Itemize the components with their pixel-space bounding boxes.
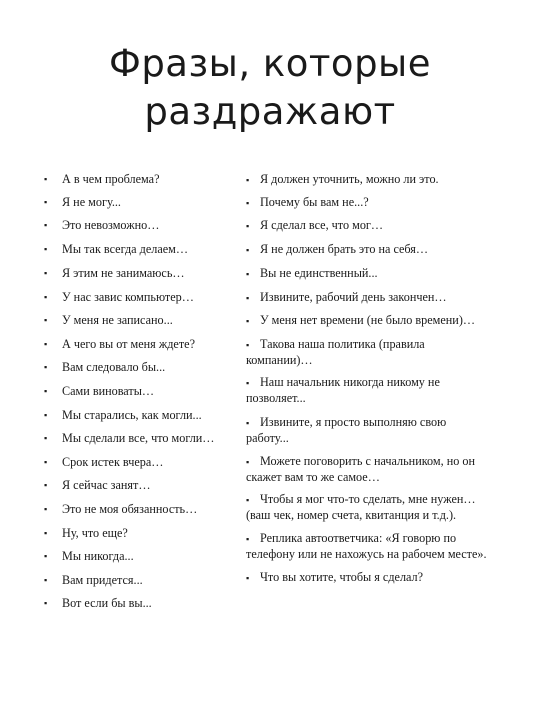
left-phrase-item: [44, 266, 239, 281]
right-phrase-item: [246, 172, 516, 188]
left-phrase-text: Я сейчас занят…: [62, 478, 151, 492]
right-phrase-continuation: компании)…: [246, 353, 313, 367]
left-phrase-item: [44, 290, 239, 305]
right-phrase-item: [246, 531, 516, 562]
left-phrase-text: Вам следовало бы...: [62, 360, 166, 374]
left-phrase-item: [44, 242, 239, 257]
page-title: [0, 40, 540, 136]
right-phrase-continuation: (ваш чек, номер счета, квитанция и т.д.).: [246, 508, 457, 522]
square-bullet-icon: ▪: [44, 598, 48, 608]
page-title-line-2: раздражают: [144, 90, 396, 133]
page-title-line-1: Фразы, которые: [108, 42, 432, 85]
right-phrase-item: [246, 242, 516, 258]
left-phrase-text: Мы старались, как могли...: [62, 408, 202, 422]
square-bullet-icon: ▪: [44, 504, 48, 514]
right-phrase-text: Наш начальник никогда никому не: [260, 375, 440, 389]
left-phrase-text: Вам придется...: [62, 573, 143, 587]
square-bullet-icon: ▪: [246, 198, 250, 208]
square-bullet-icon: ▪: [44, 268, 48, 278]
right-phrase-line-1: [246, 454, 516, 470]
right-phrase-text: Извините, рабочий день закончен…: [260, 290, 447, 304]
left-phrase-item: [44, 431, 239, 446]
right-phrase-continuation: позволяет...: [246, 391, 306, 405]
right-phrase-line-1: [246, 375, 516, 391]
left-phrase-item: [44, 526, 239, 541]
square-bullet-icon: ▪: [246, 495, 250, 505]
right-phrase-item: [246, 492, 516, 523]
right-phrase-text: Вы не единственный...: [260, 266, 378, 280]
right-phrase-line-1: [246, 492, 516, 508]
left-phrase-text: Мы так всегда делаем…: [62, 242, 189, 256]
right-phrase-line-1: [246, 531, 516, 547]
left-phrase-text: Это невозможно…: [62, 218, 160, 232]
right-phrase-text: Что вы хотите, чтобы я сделал?: [260, 570, 424, 584]
square-bullet-icon: ▪: [246, 245, 250, 255]
left-phrase-text: А в чем проблема?: [62, 172, 160, 186]
square-bullet-icon: ▪: [44, 315, 48, 325]
right-phrase-text: Чтобы я мог что-то сделать, мне нужен…: [260, 492, 476, 506]
left-phrase-item: [44, 478, 239, 493]
square-bullet-icon: ▪: [44, 197, 48, 207]
right-phrase-item: [246, 290, 516, 306]
left-phrase-text: Я этим не занимаюсь…: [62, 266, 185, 280]
square-bullet-icon: ▪: [44, 244, 48, 254]
left-phrase-text: А чего вы от меня ждете?: [62, 337, 195, 351]
left-phrase-item: [44, 313, 239, 328]
right-phrase-text: Почему бы вам не...?: [260, 195, 369, 209]
right-phrase-line-1: [246, 313, 516, 329]
right-phrase-item: [246, 266, 516, 282]
left-phrase-text: Мы никогда...: [62, 549, 134, 563]
right-phrase-line-1: [246, 570, 516, 586]
square-bullet-icon: ▪: [246, 573, 250, 583]
left-phrase-text: У меня не записано...: [62, 313, 173, 327]
square-bullet-icon: ▪: [44, 220, 48, 230]
left-phrase-item: [44, 172, 239, 187]
left-phrase-item: [44, 596, 239, 611]
right-phrase-item: [246, 218, 516, 234]
square-bullet-icon: ▪: [44, 457, 48, 467]
right-phrase-line-1: [246, 172, 516, 188]
right-phrase-line-1: [246, 290, 516, 306]
left-phrase-item: [44, 502, 239, 517]
right-phrase-text: Я не должен брать это на себя…: [260, 242, 429, 256]
left-phrase-item: [44, 408, 239, 423]
square-bullet-icon: ▪: [44, 174, 48, 184]
square-bullet-icon: ▪: [246, 418, 250, 428]
left-phrase-text: Вот если бы вы...: [62, 596, 152, 610]
square-bullet-icon: ▪: [44, 433, 48, 443]
left-phrase-item: [44, 337, 239, 352]
left-phrase-item: [44, 549, 239, 564]
square-bullet-icon: ▪: [44, 575, 48, 585]
right-phrase-text: У меня нет времени (не было времени)…: [260, 313, 476, 327]
right-phrase-line-1: [246, 415, 516, 431]
right-phrase-continuation: скажет вам то же самое…: [246, 470, 380, 484]
right-phrase-line-1: [246, 195, 516, 211]
right-phrase-text: Я должен уточнить, можно ли это.: [260, 172, 439, 186]
right-phrase-continuation: телефону или не нахожусь на рабочем месте».: [246, 547, 487, 561]
square-bullet-icon: ▪: [246, 221, 250, 231]
left-phrase-item: [44, 455, 239, 470]
square-bullet-icon: ▪: [246, 457, 250, 467]
square-bullet-icon: ▪: [44, 386, 48, 396]
square-bullet-icon: ▪: [246, 316, 250, 326]
right-phrase-item: [246, 195, 516, 211]
square-bullet-icon: ▪: [246, 378, 250, 388]
square-bullet-icon: ▪: [246, 175, 250, 185]
right-phrase-continuation: работу...: [246, 431, 289, 445]
right-phrase-line-1: [246, 218, 516, 234]
square-bullet-icon: ▪: [246, 293, 250, 303]
square-bullet-icon: ▪: [44, 528, 48, 538]
left-phrase-text: У нас завис компьютер…: [62, 290, 194, 304]
left-phrase-text: Мы сделали все, что могли…: [62, 431, 215, 445]
right-phrase-text: Извините, я просто выполняю свою: [260, 415, 447, 429]
left-phrase-item: [44, 360, 239, 375]
square-bullet-icon: ▪: [44, 480, 48, 490]
right-phrase-line-1: [246, 337, 516, 353]
right-phrase-text: Такова наша политика (правила: [260, 337, 425, 351]
right-phrase-line-1: [246, 242, 516, 258]
square-bullet-icon: ▪: [246, 269, 250, 279]
right-phrase-line-1: [246, 266, 516, 282]
right-phrase-item: [246, 454, 516, 485]
square-bullet-icon: ▪: [246, 534, 250, 544]
square-bullet-icon: ▪: [44, 410, 48, 420]
right-phrase-item: [246, 570, 516, 586]
left-phrase-item: [44, 195, 239, 210]
left-phrase-text: Я не могу...: [62, 195, 121, 209]
square-bullet-icon: ▪: [44, 551, 48, 561]
right-phrase-text: Я сделал все, что мог…: [260, 218, 384, 232]
square-bullet-icon: ▪: [44, 362, 48, 372]
left-phrase-item: [44, 218, 239, 233]
right-phrase-item: [246, 375, 516, 406]
left-phrase-text: Сами виноваты…: [62, 384, 155, 398]
right-phrase-text: Реплика автоответчика: «Я говорю по: [260, 531, 457, 545]
right-phrase-item: [246, 337, 516, 368]
square-bullet-icon: ▪: [246, 340, 250, 350]
square-bullet-icon: ▪: [44, 339, 48, 349]
left-phrase-text: Срок истек вчера…: [62, 455, 164, 469]
left-phrase-item: [44, 384, 239, 399]
square-bullet-icon: ▪: [44, 292, 48, 302]
right-phrase-item: [246, 313, 516, 329]
right-phrase-item: [246, 415, 516, 446]
left-phrase-text: Это не моя обязанность…: [62, 502, 198, 516]
left-phrase-item: [44, 573, 239, 588]
left-phrase-text: Ну, что еще?: [62, 526, 128, 540]
right-phrase-text: Можете поговорить с начальником, но он: [260, 454, 475, 468]
